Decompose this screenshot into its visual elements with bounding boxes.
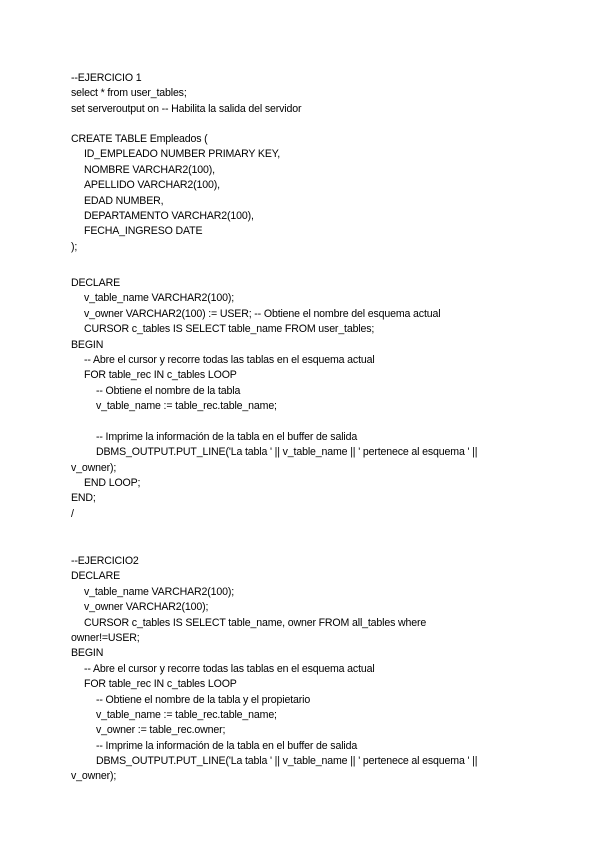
assign-table-name: v_table_name := table_rec.table_name; bbox=[96, 400, 277, 413]
comment-print: -- Imprime la información de la tabla en el buffer de salida bbox=[96, 430, 358, 443]
for-loop: FOR table_rec IN c_tables LOOP bbox=[84, 369, 237, 382]
assign-table-name: v_table_name := table_rec.table_name; bbox=[96, 708, 277, 721]
ejercicio1-header: --EJERCICIO 1 bbox=[71, 72, 142, 84]
declare-cursor: CURSOR c_tables IS SELECT table_name, owner FROM all_tables where bbox=[84, 616, 427, 629]
column-definition: ID_EMPLEADO NUMBER PRIMARY KEY, bbox=[84, 148, 281, 161]
assign-owner: v_owner := table_rec.owner; bbox=[96, 724, 226, 737]
comment-print: -- Imprime la información de la tabla en el buffer de salida bbox=[96, 739, 358, 752]
ejercicio2-header: --EJERCICIO2 bbox=[71, 555, 139, 567]
create-table-open: CREATE TABLE Empleados ( bbox=[71, 133, 208, 145]
declare-keyword: DECLARE bbox=[71, 277, 120, 289]
declare-owner: v_owner VARCHAR2(100); bbox=[84, 601, 209, 614]
slash-terminator: / bbox=[71, 507, 74, 520]
declare-table-name: v_table_name VARCHAR2(100); bbox=[84, 292, 235, 305]
blank-line bbox=[71, 415, 541, 430]
put-line-call: DBMS_OUTPUT.PUT_LINE('La tabla ' || v_table_name || ' pertenece al esquema ' || bbox=[96, 446, 478, 459]
select-statement: select * from user_tables; bbox=[71, 87, 187, 100]
put-line-call: DBMS_OUTPUT.PUT_LINE('La tabla ' || v_table_name || ' pertenece al esquema ' || bbox=[96, 755, 478, 768]
declare-owner: v_owner VARCHAR2(100) := USER; -- Obtiene el nombre del esquema actual bbox=[84, 307, 441, 320]
plsql-block-1 bbox=[71, 276, 541, 522]
serveroutput-statement: set serveroutput on -- Habilita la salida del servidor bbox=[71, 102, 302, 115]
comment-get-name: -- Obtiene el nombre de la tabla bbox=[96, 384, 241, 397]
column-definition: EDAD NUMBER, bbox=[84, 194, 164, 207]
plsql-block-2 bbox=[71, 554, 541, 785]
declare-cursor: CURSOR c_tables IS SELECT table_name FROM user_tables; bbox=[84, 323, 375, 336]
comment-get-name-owner: -- Obtiene el nombre de la tabla y el propietario bbox=[96, 693, 311, 706]
put-line-continuation: v_owner); bbox=[71, 461, 117, 474]
end-keyword: END; bbox=[71, 492, 96, 505]
column-definition: APELLIDO VARCHAR2(100), bbox=[84, 179, 220, 192]
ejercicio1-intro bbox=[71, 71, 541, 117]
put-line-continuation: v_owner); bbox=[71, 770, 117, 783]
column-definition: NOMBRE VARCHAR2(100), bbox=[84, 163, 215, 176]
begin-keyword: BEGIN bbox=[71, 338, 104, 351]
declare-table-name: v_table_name VARCHAR2(100); bbox=[84, 585, 235, 598]
begin-keyword: BEGIN bbox=[71, 647, 104, 660]
declare-keyword: DECLARE bbox=[71, 570, 120, 583]
for-loop: FOR table_rec IN c_tables LOOP bbox=[84, 678, 237, 691]
comment-open-cursor: -- Abre el cursor y recorre todas las tablas en el esquema actual bbox=[84, 353, 375, 366]
create-table-close: ); bbox=[71, 240, 78, 253]
column-definition: DEPARTAMENTO VARCHAR2(100), bbox=[84, 209, 254, 222]
column-definition: FECHA_INGRESO DATE bbox=[84, 225, 203, 238]
declare-cursor-continuation: owner!=USER; bbox=[71, 631, 140, 644]
end-loop: END LOOP; bbox=[84, 477, 141, 490]
comment-open-cursor: -- Abre el cursor y recorre todas las tablas en el esquema actual bbox=[84, 662, 375, 675]
create-table-block bbox=[71, 132, 541, 255]
